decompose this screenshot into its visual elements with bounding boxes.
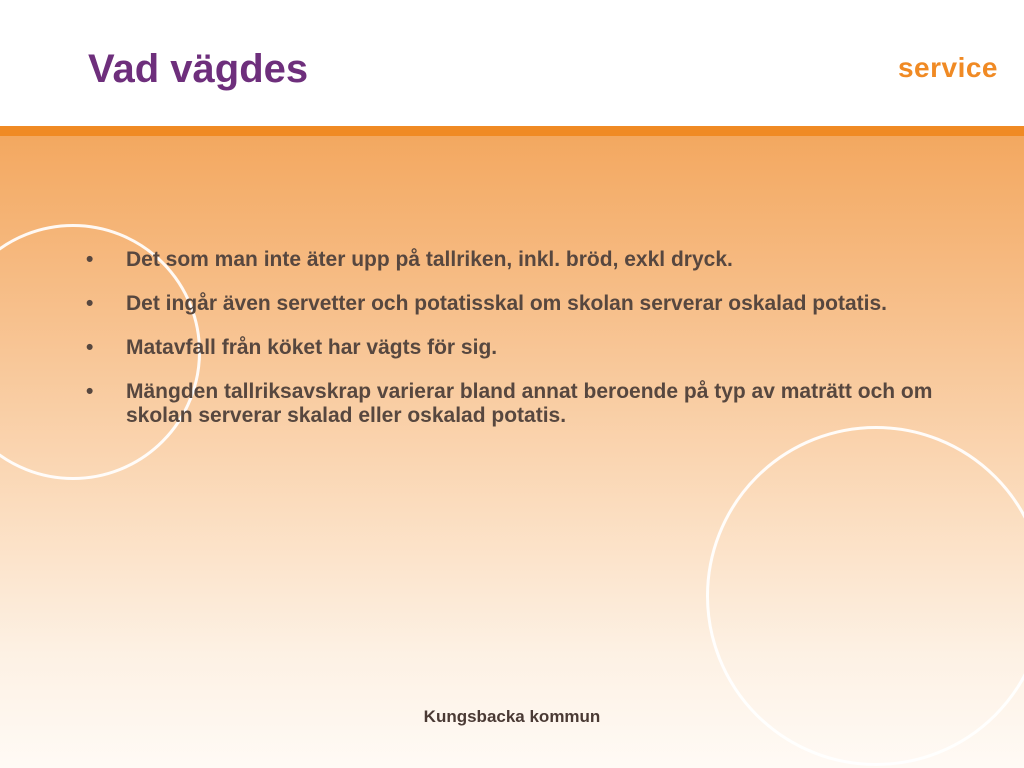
bullet-item — [86, 248, 946, 272]
bullet-text: Det som man inte äter upp på tallriken, inkl. bröd, exkl dryck. — [126, 248, 733, 271]
bullet-list — [86, 248, 946, 448]
slide-header — [0, 0, 1024, 126]
bullet-marker: • — [86, 292, 94, 315]
bullet-marker: • — [86, 336, 94, 359]
bullet-marker: • — [86, 248, 94, 271]
bullet-text: Matavfall från köket har vägts för sig. — [126, 336, 498, 359]
bullet-text: Mängden tallriksavskrap varierar bland annat beroende på typ av maträtt och om skolan serverar skalad eller oskalad potatis. — [126, 380, 933, 427]
bullet-item — [86, 380, 946, 428]
bullet-item — [86, 292, 946, 316]
bullet-item — [86, 336, 946, 360]
bullet-text: Det ingår även servetter och potatisskal om skolan serverar oskalad potatis. — [126, 292, 887, 315]
slide-footer: Kungsbacka kommun — [423, 707, 601, 726]
service-logo: service — [897, 52, 998, 83]
bullet-marker: • — [86, 380, 94, 403]
slide-title: Vad vägdes — [88, 47, 309, 91]
slide-background — [0, 136, 1024, 768]
accent-bar — [0, 126, 1024, 136]
